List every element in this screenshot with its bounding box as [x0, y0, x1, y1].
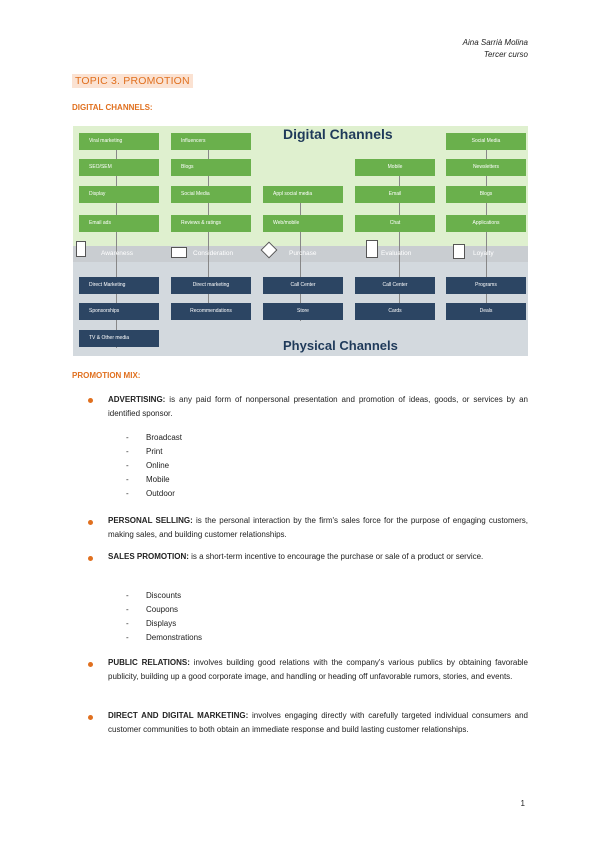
physical-channel-box: Deals — [446, 303, 526, 320]
topic-title: TOPIC 3. PROMOTION — [72, 74, 193, 88]
digital-channel-box: Influencers — [171, 133, 251, 150]
advertising-paragraph — [108, 393, 528, 421]
physical-channel-box: Programs — [446, 277, 526, 294]
digital-channel-box: Social Media — [446, 133, 526, 150]
sales-promotion-paragraph: SALES PROMOTION: is a short-term incentive to encourage the purchase or sale of a product or service. — [108, 552, 484, 561]
physical-channel-box: Call Center — [355, 277, 435, 294]
bullet-icon — [88, 398, 93, 403]
public-relations-term: PUBLIC RELATIONS: — [108, 658, 190, 667]
physical-channel-box: TV & Other media — [79, 330, 159, 347]
author-name: Aina Sarrià Molina — [462, 38, 528, 47]
digital-channel-box: Applications — [446, 215, 526, 232]
page-number: 1 — [520, 799, 525, 808]
digital-channel-box: Display — [79, 186, 159, 203]
list-item: - Displays — [126, 619, 177, 628]
personal-selling-term: PERSONAL SELLING: — [108, 516, 193, 525]
stage-evaluation: Evaluation — [381, 250, 412, 257]
clipboard-icon — [366, 240, 378, 258]
digital-channel-box: Newsletters — [446, 159, 526, 176]
physical-channel-box: Call Center — [263, 277, 343, 294]
list-item: - Coupons — [126, 605, 179, 614]
digital-channel-box: Web/mobile — [263, 215, 343, 232]
digital-channel-box: Mobile — [355, 159, 435, 176]
promotion-mix-label: PROMOTION MIX: — [72, 371, 141, 380]
advertising-term: ADVERTISING: — [108, 395, 166, 404]
bullet-icon — [88, 556, 93, 561]
list-item: - Print — [126, 447, 163, 456]
direct-digital-paragraph: DIRECT AND DIGITAL MARKETING: involves engaging directly with carefully targeted individual consumers and customer communities to both obtain an immediate response and build lasting customer relationships. — [108, 711, 528, 734]
list-item: - Outdoor — [126, 489, 175, 498]
personal-selling-paragraph: PERSONAL SELLING: is the personal interaction by the firm's sales force for the purpose of engaging customers, making sales, and building customer relationships. — [108, 516, 529, 539]
physical-channel-box: Cards — [355, 303, 435, 320]
awareness-icon — [76, 241, 86, 257]
physical-channels-title: Physical Channels — [283, 338, 398, 353]
heart-icon — [453, 244, 465, 259]
consideration-icon — [171, 247, 187, 258]
advertising-text: is any paid form of nonpersonal presentation and promotion of ideas, goods, or services by an identified sponsor. — [108, 395, 528, 418]
bullet-icon — [88, 520, 93, 525]
digital-channel-box: Appl social media — [263, 186, 343, 203]
physical-channel-box: Direct marketing — [171, 277, 251, 294]
digital-channel-box: Viral marketing — [79, 133, 159, 150]
digital-channels-title: Digital Channels — [283, 126, 393, 142]
page-header — [463, 37, 528, 61]
digital-channel-box: Blogs — [446, 186, 526, 203]
digital-channel-box: Email ads — [79, 215, 159, 232]
direct-digital-term: DIRECT AND DIGITAL MARKETING: — [108, 711, 249, 720]
list-item: - Online — [126, 461, 170, 470]
digital-channel-box: Email — [355, 186, 435, 203]
bullet-icon — [88, 715, 93, 720]
digital-channel-box: Blogs — [171, 159, 251, 176]
public-relations-paragraph: PUBLIC RELATIONS: involves building good relations with the company's various publics by obtaining favorable publicity, building up a good corporate image, and handling or heading off unfavorable rumors, stories, and events. — [108, 658, 529, 681]
digital-channel-box: SEO/SEM — [79, 159, 159, 176]
physical-channel-box: Store — [263, 303, 343, 320]
bullet-icon — [88, 662, 93, 667]
stage-consideration: Consideration — [193, 250, 234, 257]
digital-channel-box: Reviews & ratings — [171, 215, 251, 232]
physical-channel-box: Recommendations — [171, 303, 251, 320]
list-item: - Mobile — [126, 475, 170, 484]
list-item: - Broadcast — [126, 433, 183, 442]
digital-channel-box: Social Media — [171, 186, 251, 203]
digital-channels-label: DIGITAL CHANNELS: — [72, 103, 153, 112]
stage-loyalty: Loyalty — [473, 250, 494, 257]
stage-awareness: Awareness — [101, 250, 134, 257]
sales-promotion-term: SALES PROMOTION: — [108, 552, 189, 561]
channels-diagram — [73, 126, 528, 356]
list-item: - Demonstrations — [126, 633, 203, 642]
stage-purchase: Purchase — [289, 250, 317, 257]
course-name: Tercer curso — [483, 50, 528, 59]
digital-channel-box: Chat — [355, 215, 435, 232]
physical-channel-box: Sponsorships — [79, 303, 159, 320]
physical-channel-box: Direct Marketing — [79, 277, 159, 294]
list-item: - Discounts — [126, 591, 182, 600]
